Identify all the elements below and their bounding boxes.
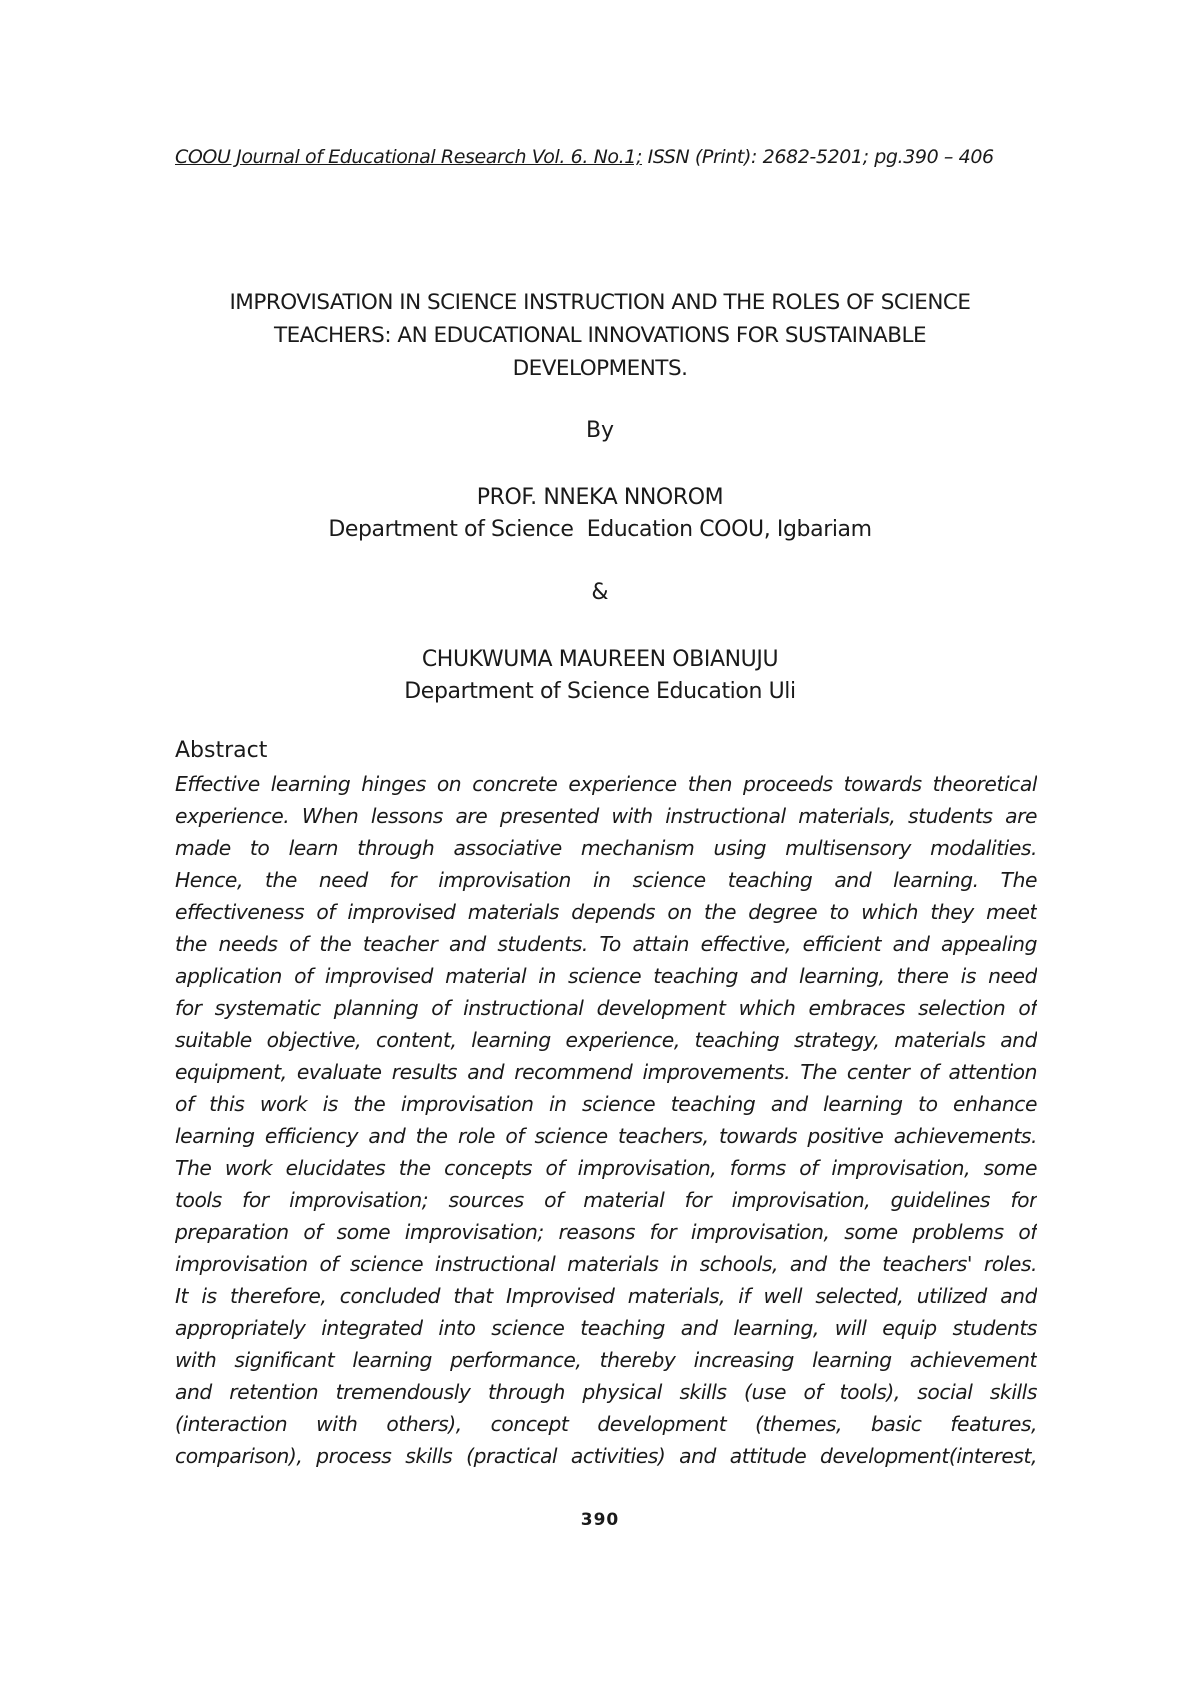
title-line: TEACHERS: AN EDUCATIONAL INNOVATIONS FOR SUSTAINABLE (273, 323, 927, 348)
author-affiliation: Department of Science Education COOU, Igbariam (328, 517, 872, 542)
abstract-line: appropriately integrated into science teaching and learning, will equip students (175, 1316, 1037, 1340)
abstract-line: with significant learning performance, thereby increasing learning achievement (175, 1348, 1037, 1372)
page-number: 390 (580, 1510, 620, 1530)
abstract-line: tools for improvisation; sources of material for improvisation, guidelines for (175, 1188, 1037, 1212)
abstract-line: learning efficiency and the role of science teachers, towards positive achievements. (175, 1124, 1037, 1148)
abstract-line: equipment, evaluate results and recommend improvements. The center of attention (175, 1060, 1037, 1084)
abstract-line: of this work is the improvisation in science teaching and learning to enhance (175, 1092, 1037, 1116)
abstract-line: for systematic planning of instructional development which embraces selection of (175, 996, 1037, 1020)
abstract-line: The work elucidates the concepts of improvisation, forms of improvisation, some (175, 1156, 1037, 1180)
abstract-line: comparison), process skills (practical activities) and attitude development(interest, (175, 1444, 1037, 1468)
running-header (175, 146, 1035, 168)
title-line: IMPROVISATION IN SCIENCE INSTRUCTION AND THE ROLES OF SCIENCE (229, 290, 971, 315)
title-line: DEVELOPMENTS. (512, 356, 688, 381)
abstract-line: application of improvised material in science teaching and learning, there is need (175, 964, 1037, 988)
article-title (150, 286, 1050, 385)
abstract-line: suitable objective, content, learning experience, teaching strategy, materials and (175, 1028, 1037, 1052)
issn-pages: ISSN (Print): 2682-5201; pg.390 – 406 (641, 146, 994, 168)
abstract-line: (interaction with others), concept development (themes, basic features, (175, 1412, 1037, 1436)
abstract-heading: Abstract (175, 738, 268, 763)
journal-citation: COOU Journal of Educational Research Vol. 6. No.1; (175, 146, 642, 168)
abstract-line: Hence, the need for improvisation in science teaching and learning. The (175, 868, 1037, 892)
abstract-line: made to learn through associative mechanism using multisensory modalities. (175, 836, 1037, 860)
by-line: By (585, 418, 615, 443)
author-block (150, 482, 1050, 546)
abstract-line: It is therefore, concluded that Improvised materials, if well selected, utilized and (175, 1284, 1037, 1308)
author-separator: & (591, 580, 609, 605)
author-name: CHUKWUMA MAUREEN OBIANUJU (421, 647, 779, 672)
author-affiliation: Department of Science Education Uli (404, 679, 796, 704)
abstract-line: the needs of the teacher and students. To attain effective, efficient and appealing (175, 932, 1037, 956)
abstract-line: and retention tremendously through physical skills (use of tools), social skills (175, 1380, 1037, 1404)
abstract-line: experience. When lessons are presented with instructional materials, students are (175, 804, 1037, 828)
author-name: PROF. NNEKA NNOROM (476, 485, 724, 510)
abstract-line: effectiveness of improvised materials depends on the degree to which they meet (175, 900, 1037, 924)
abstract-body (175, 768, 1037, 1472)
abstract-line: Effective learning hinges on concrete experience then proceeds towards theoretical (175, 772, 1037, 796)
abstract-line: improvisation of science instructional materials in schools, and the teachers' roles. (175, 1252, 1037, 1276)
author-block (150, 644, 1050, 708)
abstract-line: preparation of some improvisation; reasons for improvisation, some problems of (175, 1220, 1037, 1244)
